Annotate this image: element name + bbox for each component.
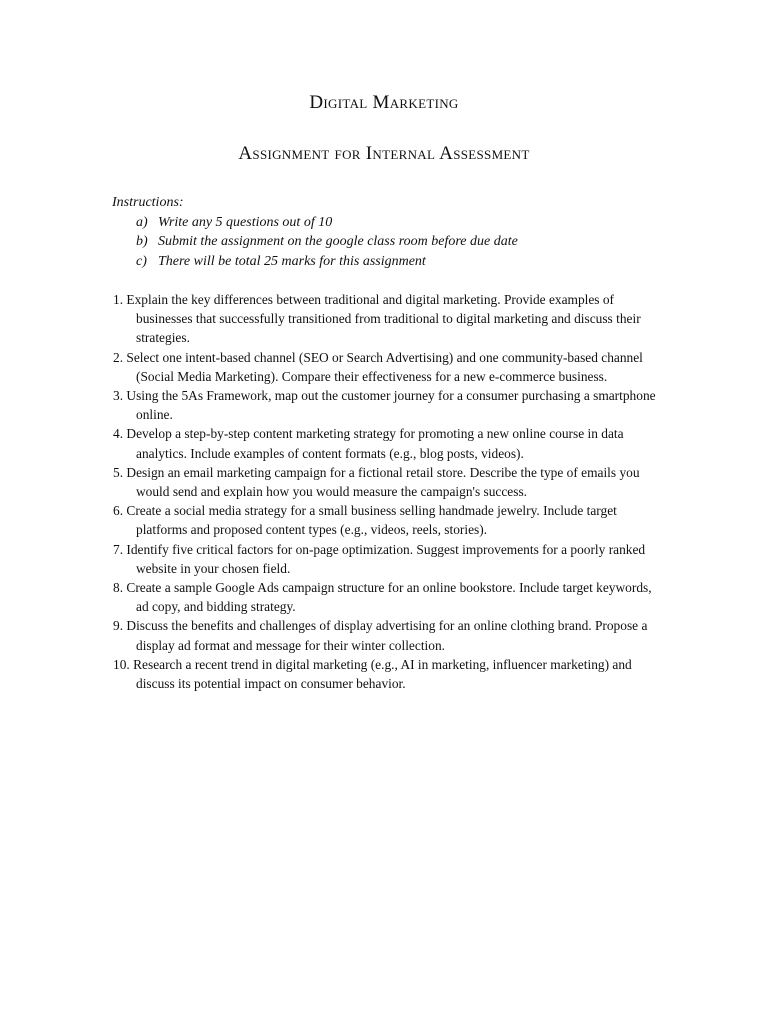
question-text: Using the 5As Framework, map out the customer journey for a consumer purchasing a smartphone online. [126, 388, 656, 423]
question-text: Design an email marketing campaign for a fictional retail store. Describe the type of emails you would send and explain how you would measure the campaign's success. [126, 464, 640, 500]
question-item [113, 348, 661, 386]
question-number: 8. [113, 580, 124, 596]
question-number: 5. [113, 464, 124, 480]
instruction-item [112, 232, 672, 252]
question-text: Discuss the benefits and challenges of display advertising for an online clothing brand. Propose a display ad format and message for their winter collection. [126, 618, 648, 653]
question-item [113, 386, 661, 424]
instruction-item [112, 252, 672, 272]
question-text: Create a sample Google Ads campaign structure for an online bookstore. Include target keywords, ad copy, and bidding strategy. [126, 580, 652, 615]
instruction-marker: a) [136, 214, 148, 230]
question-number: 3. [113, 388, 124, 404]
question-number: 7. [113, 541, 124, 557]
question-number: 2. [113, 349, 124, 365]
question-item [113, 463, 661, 501]
instructions-label: Instructions: [112, 195, 184, 210]
question-text: Select one intent-based channel (SEO or Search Advertising) and one community-based channel (Social Media Marketing). Compare their effectiveness for a new e-commerce business. [126, 349, 643, 384]
question-text: Explain the key differences between traditional and digital marketing. Provide examples of businesses that successfully transitioned from traditional to digital marketing and discuss their strategies. [126, 292, 641, 346]
question-item [113, 501, 661, 539]
instruction-text: Write any 5 questions out of 10 [158, 214, 333, 230]
instructions-section [112, 193, 672, 271]
question-item [113, 616, 661, 654]
question-item [113, 424, 661, 462]
document-title: Digital Marketing [309, 92, 459, 113]
question-text: Create a social media strategy for a small business selling handmade jewelry. Include target platforms and proposed content types (e.g., videos, reels, stories). [126, 503, 617, 538]
question-number: 6. [113, 503, 124, 519]
question-number: 1. [113, 292, 124, 307]
question-number: 10. [113, 656, 130, 672]
question-item [113, 578, 661, 616]
question-text: Develop a step-by-step content marketing strategy for promoting a new online course in data analytics. Include examples of content formats (e.g., blog posts, videos). [126, 426, 624, 461]
question-item [113, 290, 661, 348]
question-number: 4. [113, 426, 124, 442]
questions-list [113, 290, 661, 693]
document-subtitle: Assignment for Internal Assessment [238, 143, 530, 164]
instruction-marker: b) [136, 234, 148, 249]
question-text: Research a recent trend in digital marketing (e.g., AI in marketing, influencer marketing) and discuss its potential impact on consumer behavior. [133, 656, 632, 692]
instructions-list [112, 213, 672, 272]
question-item [113, 540, 661, 578]
instruction-marker: c) [136, 253, 147, 269]
question-text: Identify five critical factors for on-page optimization. Suggest improvements for a poorly ranked website in your chosen field. [126, 541, 646, 576]
instruction-item [112, 213, 672, 233]
instruction-text: Submit the assignment on the google class room before due date [158, 234, 518, 249]
instruction-text: There will be total 25 marks for this assignment [158, 253, 426, 269]
question-number: 9. [113, 618, 124, 634]
question-item [113, 655, 661, 693]
